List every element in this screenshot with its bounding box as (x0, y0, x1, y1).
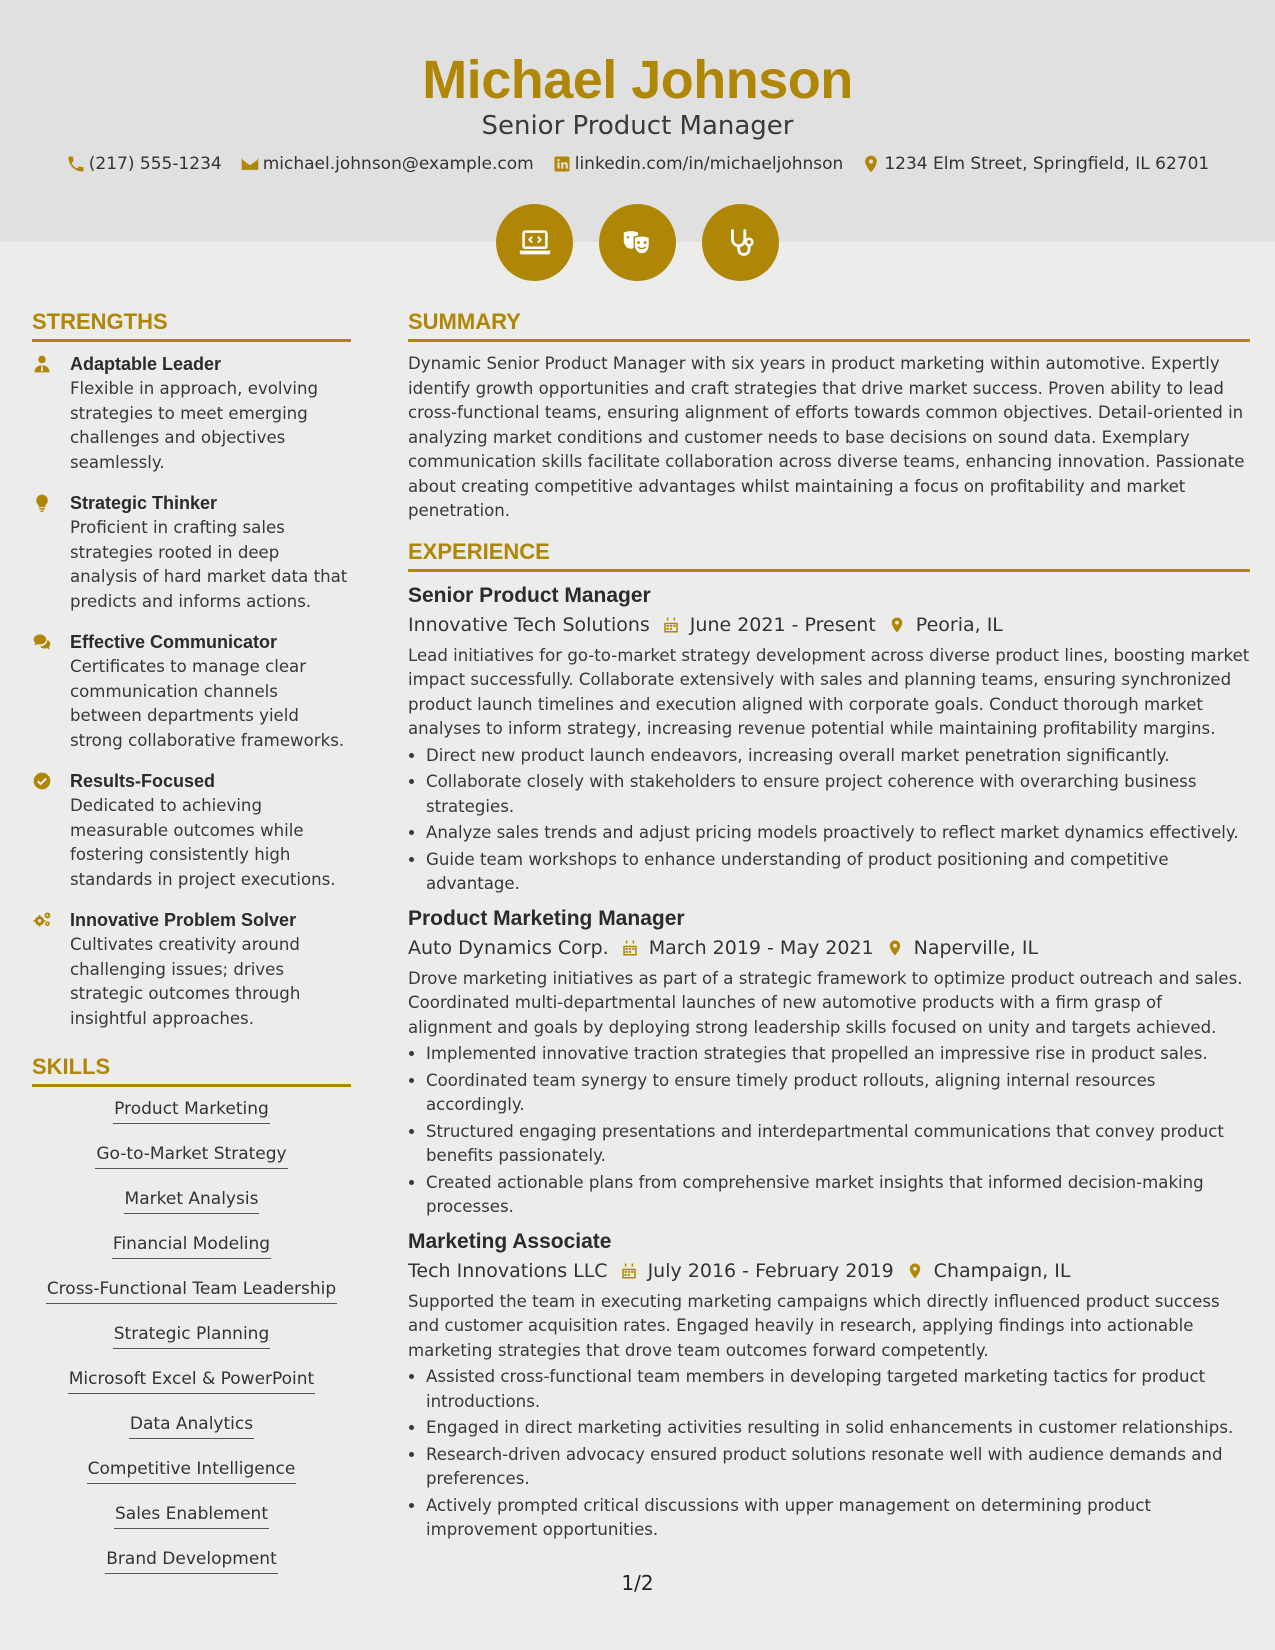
linkedin-text[interactable]: linkedin.com/in/michaeljohnson (574, 154, 844, 174)
contact-phone (66, 152, 222, 176)
strength-desc: Flexible in approach, evolving strategies to meet emerging challenges and objectives seamlessly. (70, 379, 319, 472)
address-text: 1234 Elm Street, Springfield, IL 62701 (884, 154, 1210, 174)
skill-item: Data Analytics (129, 1412, 254, 1439)
job-bullet: • Guide team workshops to enhance understanding of product positioning and competitive advantage. (426, 848, 1250, 897)
job-bullet: • Structured engaging presentations and interdepartmental communications that convey product benefits passionately. (426, 1120, 1250, 1169)
strength-desc: Proficient in crafting sales strategies rooted in deep analysis of hard market data that predicts and informs actions. (70, 518, 348, 611)
strength-item (32, 630, 351, 753)
job-description: Drove marketing initiatives as part of a strategic framework to optimize product outreach and sales. Coordinated multi-departmental launches of new automotive products with a firm grasp of alignment and goals by deploying strong leadership skills focused on unity and targets achieved. (408, 968, 1243, 1037)
job-company: Innovative Tech Solutions (408, 613, 650, 636)
theater-masks-icon (619, 224, 657, 262)
contact-bar (0, 152, 1275, 176)
skill-item: Cross-Functional Team Leadership (46, 1277, 337, 1304)
skill-item: Brand Development (105, 1547, 277, 1574)
strength-desc: Dedicated to achieving measurable outcomes while fostering consistently high standards in project executions. (70, 796, 336, 889)
job-location: Peoria, IL (915, 613, 1003, 636)
job-bullet: • Research-driven advocacy ensured product solutions resonate well with audience demands and preferences. (426, 1443, 1250, 1492)
map-marker-icon (906, 1262, 924, 1280)
interest-circle-theater (599, 204, 676, 281)
contact-linkedin[interactable] (552, 152, 844, 176)
strength-title: Results-Focused (70, 771, 216, 791)
check-circle-icon (32, 771, 52, 791)
skill-item: Go-to-Market Strategy (95, 1142, 287, 1169)
job-description: Supported the team in executing marketing campaigns which directly influenced product success and customer acquisition rates. Engaged heavily in research, applying findings into actionable marketing strategies that drove team outcomes forward competently. (408, 1291, 1220, 1360)
strength-title: Innovative Problem Solver (70, 910, 297, 930)
job-dates: July 2016 - February 2019 (647, 1259, 894, 1282)
strengths-heading: STRENGTHS (32, 308, 351, 342)
job-entry (408, 582, 1250, 897)
phone-text: (217) 555-1234 (88, 154, 222, 174)
interest-circle-laptop (496, 204, 573, 281)
experience-heading: EXPERIENCE (408, 538, 1250, 572)
job-title: Senior Product Manager (408, 583, 651, 607)
job-company: Auto Dynamics Corp. (408, 936, 609, 959)
page-number: 1/2 (621, 1571, 654, 1595)
job-description: Lead initiatives for go-to-market strategy development across diverse product lines, boosting market impact successfully. Collaborate extensively with sales and planning teams, ensuring synchronized product launch timelines and execution aligned with corporate goals. Conduct thorough market analyses to inform strategy, increasing revenue potential while maintaining profitability margins. (408, 645, 1250, 738)
laptop-code-icon (516, 224, 554, 262)
contact-address (861, 152, 1209, 176)
left-column (32, 308, 351, 1592)
skill-item: Product Marketing (113, 1097, 270, 1124)
job-bullet: • Collaborate closely with stakeholders to ensure project coherence with overarching business strategies. (426, 770, 1250, 819)
strength-item (32, 352, 351, 475)
job-bullet: • Created actionable plans from comprehensive market insights that informed decision-making processes. (426, 1171, 1250, 1220)
skill-item: Financial Modeling (112, 1232, 271, 1259)
job-meta (408, 610, 1250, 640)
job-company: Tech Innovations LLC (408, 1259, 608, 1282)
job-bullet: • Engaged in direct marketing activities resulting in solid enhancements in customer relationships. (426, 1416, 1250, 1441)
skill-item: Sales Enablement (114, 1502, 269, 1529)
job-bullet: • Implemented innovative traction strategies that propelled an impressive rise in product sales. (426, 1042, 1250, 1067)
summary-text: Dynamic Senior Product Manager with six years in product marketing within automotive. Expertly identify growth opportunities and craft strategies that drive market success. Proven ability to lead cross-functional teams, ensuring alignment of efforts towards common objectives. Detail-oriented in analyzing market conditions and customer needs to base decisions on sound data. Exemplary communication skills facilitate collaboration across diverse teams, enhancing innovation. Passionate about creating competitive advantages whilst maintaining a focus on profitability and market penetration. (408, 354, 1245, 520)
job-bullet: • Analyze sales trends and adjust pricing models proactively to reflect market dynamics effectively. (426, 821, 1250, 846)
candidate-name: Michael Johnson (422, 50, 853, 110)
calendar-icon (621, 939, 639, 957)
summary-heading: SUMMARY (408, 308, 1250, 342)
lightbulb-icon (32, 493, 52, 513)
stethoscope-icon (722, 224, 760, 262)
interest-icons (0, 204, 1275, 281)
email-text[interactable]: michael.johnson@example.com (262, 154, 534, 174)
interest-circle-stethoscope (702, 204, 779, 281)
job-meta (408, 1256, 1250, 1286)
cogs-icon (32, 910, 52, 930)
job-bullet: • Actively prompted critical discussions with upper management on determining product improvement opportunities. (426, 1494, 1250, 1543)
job-title: Product Marketing Manager (408, 906, 685, 930)
skills-heading: SKILLS (32, 1053, 351, 1087)
candidate-title: Senior Product Manager (481, 111, 794, 141)
calendar-icon (662, 616, 680, 634)
strength-desc: Certificates to manage clear communication channels between departments yield strong collaborative frameworks. (70, 657, 345, 750)
job-title: Marketing Associate (408, 1229, 612, 1253)
contact-email[interactable] (240, 152, 534, 176)
envelope-icon (240, 154, 260, 174)
comments-icon (32, 632, 52, 652)
right-column (408, 308, 1250, 1551)
job-bullets (408, 1042, 1250, 1220)
skill-item: Market Analysis (124, 1187, 260, 1214)
map-marker-icon (861, 154, 881, 174)
phone-icon (66, 154, 86, 174)
job-bullet: • Assisted cross-functional team members in developing targeted marketing tactics for product introductions. (426, 1365, 1250, 1414)
map-marker-icon (888, 616, 906, 634)
calendar-icon (620, 1262, 638, 1280)
strength-title: Adaptable Leader (70, 354, 222, 374)
job-location: Naperville, IL (913, 936, 1039, 959)
strength-title: Strategic Thinker (70, 493, 218, 513)
job-bullets (408, 1365, 1250, 1543)
job-dates: March 2019 - May 2021 (648, 936, 874, 959)
linkedin-icon (552, 154, 572, 174)
strength-item (32, 769, 351, 892)
job-location: Champaign, IL (933, 1259, 1071, 1282)
strength-item (32, 491, 351, 614)
strength-desc: Cultivates creativity around challenging issues; drives strategic outcomes through insightful approaches. (70, 935, 301, 1028)
strength-item (32, 908, 351, 1031)
skill-item: Strategic Planning (113, 1322, 270, 1349)
job-entry (408, 905, 1250, 1220)
skills-list (32, 1097, 351, 1592)
job-meta (408, 933, 1250, 963)
job-bullets (408, 744, 1250, 897)
job-bullet: • Coordinated team synergy to ensure timely product rollouts, aligning internal resources accordingly. (426, 1069, 1250, 1118)
skill-item: Microsoft Excel & PowerPoint (68, 1367, 315, 1394)
job-dates: June 2021 - Present (689, 613, 876, 636)
job-bullet: • Direct new product launch endeavors, increasing overall market penetration significantly. (426, 744, 1250, 769)
user-tie-icon (32, 354, 52, 374)
job-entry (408, 1228, 1250, 1543)
strength-title: Effective Communicator (70, 632, 278, 652)
map-marker-icon (886, 939, 904, 957)
skill-item: Competitive Intelligence (87, 1457, 297, 1484)
